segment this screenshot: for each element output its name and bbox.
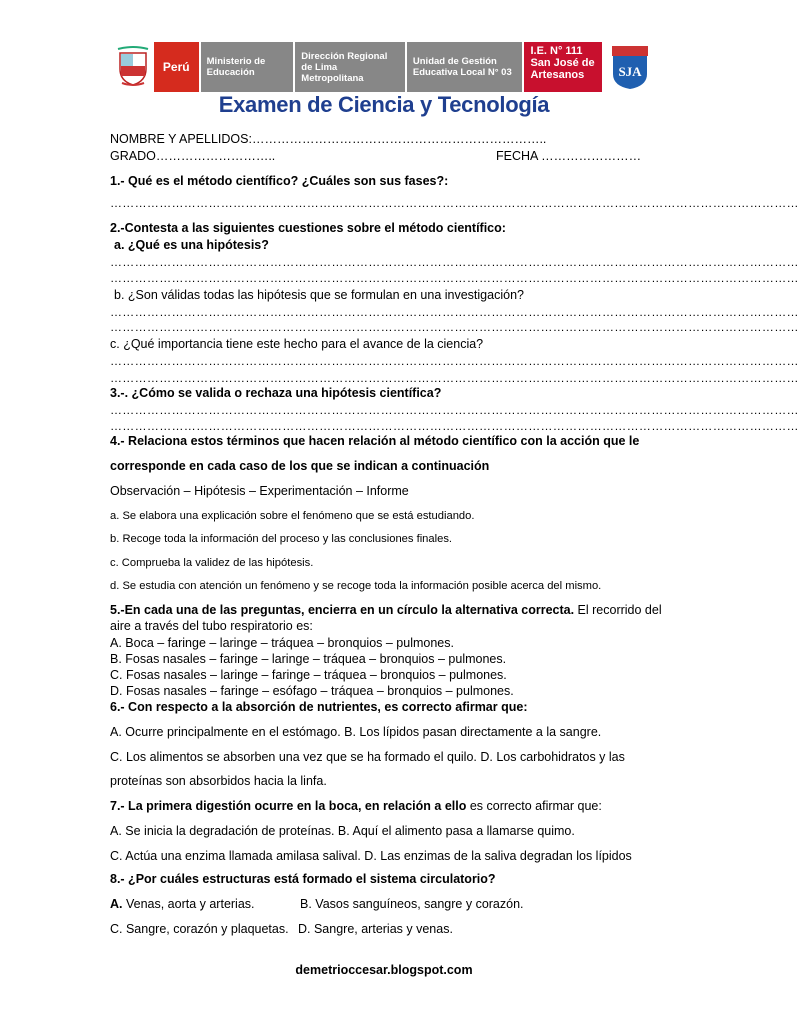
name-field[interactable]: NOMBRE Y APELLIDOS:…………………………………………………………….. bbox=[110, 132, 547, 146]
question-2c: c. ¿Qué importancia tiene este hecho para el avance de la ciencia? bbox=[110, 337, 484, 351]
minedu-label: Ministerio de Educación bbox=[199, 42, 294, 92]
option-4b: b. Recoge toda la información del proceso y las conclusiones finales. bbox=[110, 533, 453, 545]
school-logo-icon bbox=[608, 42, 652, 92]
drelm-label: Dirección Regional de Lima Metropolitana bbox=[293, 42, 405, 92]
option-8c[interactable]: C. Sangre, corazón y plaquetas. bbox=[110, 922, 289, 936]
answer-line[interactable]: …………………………………………………………………………………………………………………………………………………… bbox=[110, 371, 799, 385]
answer-line[interactable]: …………………………………………………………………………………………………………………………………………………… bbox=[110, 419, 799, 433]
ugel-label: Unidad de Gestión Educativa Local N° 03 bbox=[405, 42, 523, 92]
option-4a: a. Se elabora una explicación sobre el fenómeno que se está estudiando. bbox=[110, 510, 475, 522]
option-5c[interactable]: C. Fosas nasales – laringe – faringe – tráquea – bronquios – pulmones. bbox=[110, 668, 507, 682]
school-label: I.E. N° 111 San José de Artesanos bbox=[522, 42, 602, 92]
answer-line[interactable]: …………………………………………………………………………………………………………………………………………………… bbox=[110, 255, 799, 269]
option-5d[interactable]: D. Fosas nasales – faringe – esófago – tráquea – bronquios – pulmones. bbox=[110, 684, 514, 698]
question-1: 1.- Qué es el método científico? ¿Cuáles son sus fases?: bbox=[110, 174, 449, 188]
question-6: 6.- Con respecto a la absorción de nutrientes, es correcto afirmar que: bbox=[110, 700, 528, 714]
peru-brand: Perú bbox=[154, 42, 199, 92]
option-4d: d. Se estudia con atención un fenómeno y se recoge toda la información posible acerca del mismo. bbox=[110, 580, 602, 592]
question-8: 8.- ¿Por cuáles estructuras está formado el sistema circulatorio? bbox=[110, 872, 496, 886]
svg-text:SJA: SJA bbox=[618, 64, 642, 79]
question-7 bbox=[110, 799, 602, 813]
date-field[interactable]: FECHA …………………… bbox=[496, 149, 642, 163]
options-7ab[interactable]: A. Se inicia la degradación de proteínas. B. Aquí el alimento pasa a llamarse quimo. bbox=[110, 824, 575, 838]
question-5-bold: 5.-En cada una de las preguntas, encierra en un círculo la alternativa correcta. bbox=[110, 603, 575, 617]
option-5a[interactable]: A. Boca – faringe – laringe – tráquea – bronquios – pulmones. bbox=[110, 636, 454, 650]
option-8a-text: Venas, aorta y arterias. bbox=[122, 897, 255, 911]
peru-coat-of-arms-icon bbox=[112, 42, 154, 92]
options-6cd-cont[interactable]: proteínas son absorbidos hacia la linfa. bbox=[110, 774, 327, 788]
options-6cd[interactable]: C. Los alimentos se absorben una vez que se ha formado el quilo. D. Los carbohidratos y las bbox=[110, 750, 625, 764]
answer-line[interactable]: …………………………………………………………………………………………………………………………………………………… bbox=[110, 354, 799, 368]
question-5 bbox=[110, 603, 662, 617]
answer-line[interactable]: …………………………………………………………………………………………………………………………………………………… bbox=[110, 305, 799, 319]
question-4: 4.- Relaciona estos términos que hacen relación al método científico con la acción que le bbox=[110, 434, 640, 448]
options-6ab[interactable]: A. Ocurre principalmente en el estómago. B. Los lípidos pasan directamente a la sangre. bbox=[110, 725, 602, 739]
option-8b[interactable]: B. Vasos sanguíneos, sangre y corazón. bbox=[300, 897, 524, 911]
question-4-cont: corresponde en cada caso de los que se indican a continuación bbox=[110, 459, 490, 473]
question-7-bold: 7.- La primera digestión ocurre en la boca, en relación a ello bbox=[110, 799, 467, 813]
question-2b: b. ¿Son válidas todas las hipótesis que se formulan en una investigación? bbox=[114, 288, 524, 302]
option-4c: c. Comprueba la validez de las hipótesis. bbox=[110, 557, 314, 569]
question-5-cont: aire a través del tubo respiratorio es: bbox=[110, 619, 313, 633]
question-5-rest: El recorrido del bbox=[574, 603, 662, 617]
institution-header bbox=[112, 42, 652, 92]
grade-field[interactable]: GRADO……………………….. bbox=[110, 149, 276, 163]
answer-line[interactable]: …………………………………………………………………………………………………………………………………………………… bbox=[110, 271, 799, 285]
answer-line[interactable]: …………………………………………………………………………………………………………………………………………………… bbox=[110, 196, 799, 210]
answer-line[interactable]: …………………………………………………………………………………………………………………………………………………… bbox=[110, 320, 799, 334]
answer-line[interactable]: …………………………………………………………………………………………………………………………………………………… bbox=[110, 403, 799, 417]
terms-list: Observación – Hipótesis – Experimentación – Informe bbox=[110, 484, 409, 498]
option-8d[interactable]: D. Sangre, arterias y venas. bbox=[298, 922, 453, 936]
question-2a: a. ¿Qué es una hipótesis? bbox=[114, 238, 269, 252]
question-3: 3.-. ¿Cómo se valida o rechaza una hipótesis científica? bbox=[110, 386, 442, 400]
exam-title: Examen de Ciencia y Tecnología bbox=[218, 92, 550, 117]
options-7cd[interactable]: C. Actúa una enzima llamada amilasa salival. D. Las enzimas de la saliva degradan los lípidos bbox=[110, 849, 632, 863]
option-5b[interactable]: B. Fosas nasales – faringe – laringe – tráquea – bronquios – pulmones. bbox=[110, 652, 507, 666]
question-7-rest: es correcto afirmar que: bbox=[466, 799, 602, 813]
option-8a-letter: A. bbox=[110, 897, 123, 911]
question-2: 2.-Contesta a las siguientes cuestiones sobre el método científico: bbox=[110, 221, 506, 235]
option-8a[interactable] bbox=[110, 897, 255, 911]
footer-url: demetrioccesar.blogspot.com bbox=[295, 963, 473, 977]
